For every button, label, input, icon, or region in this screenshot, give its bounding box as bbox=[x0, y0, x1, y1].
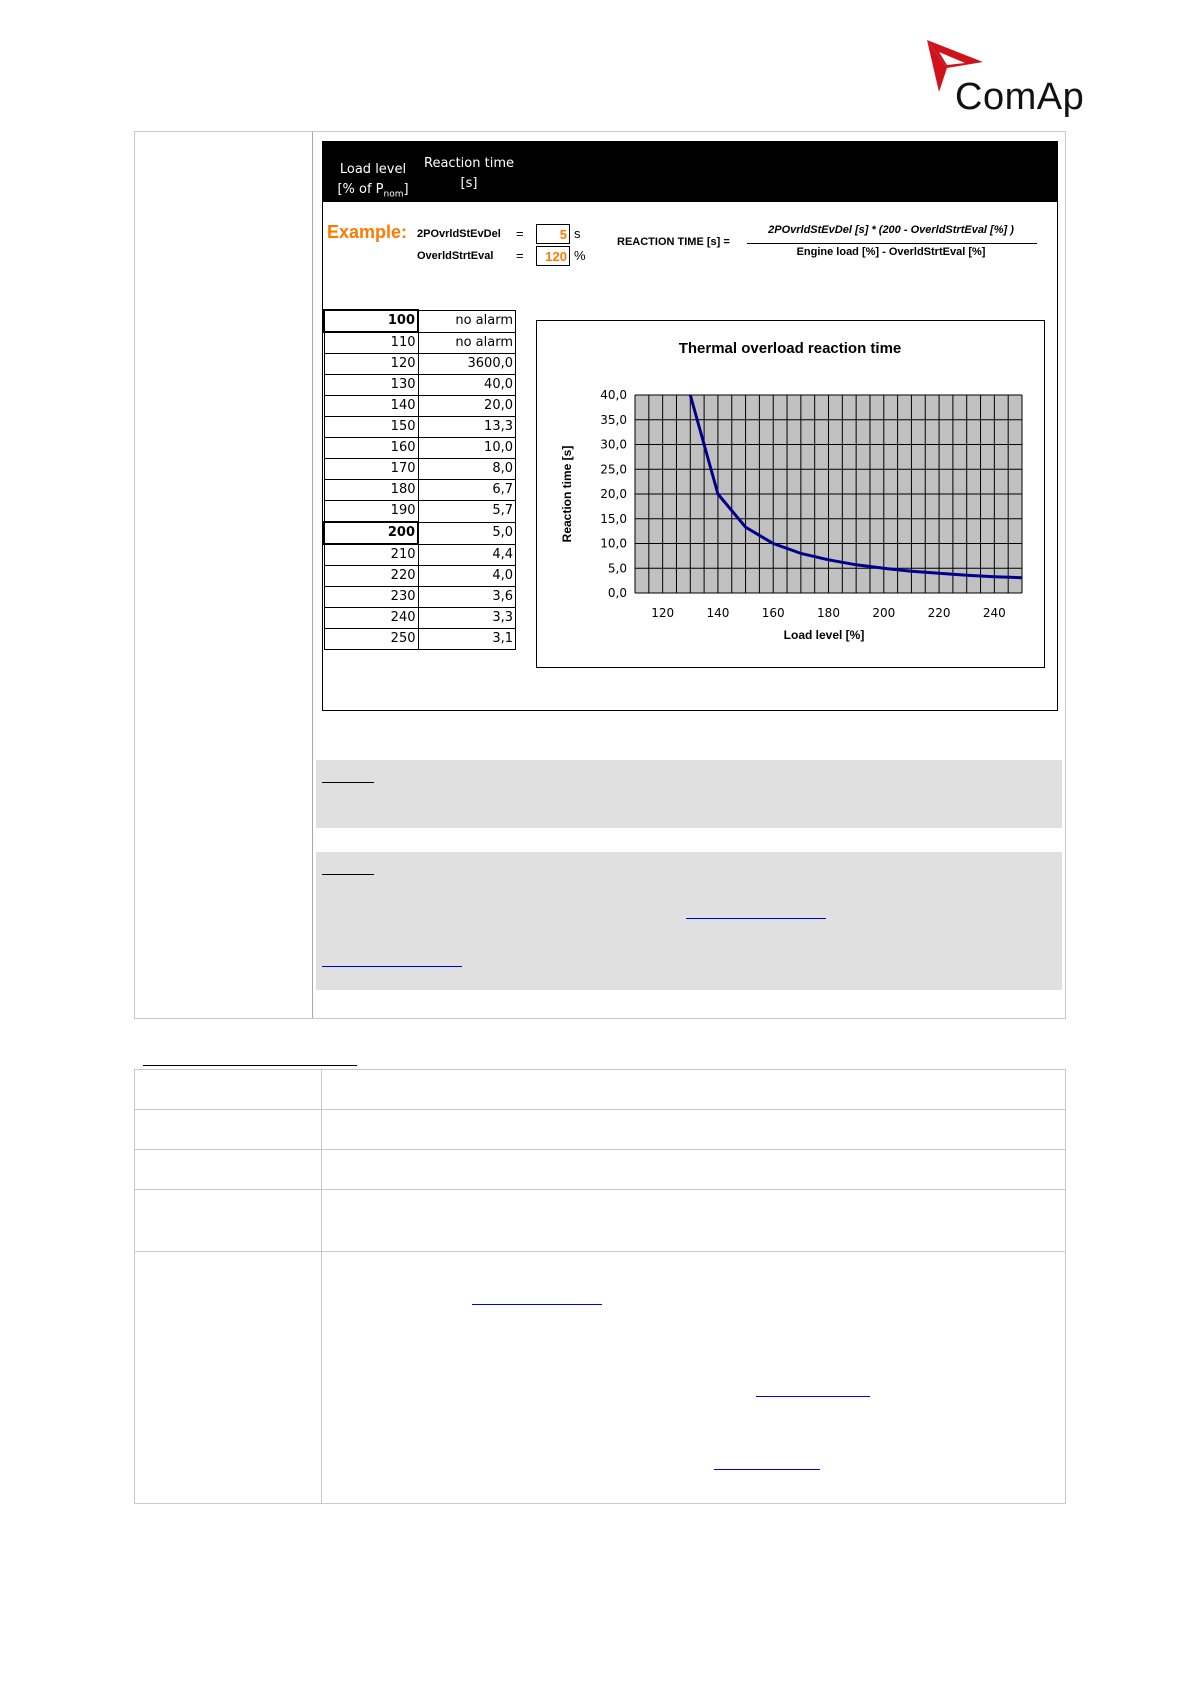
param1-unit: s bbox=[574, 226, 581, 241]
table-row bbox=[324, 354, 516, 375]
description-link-underline[interactable] bbox=[756, 1396, 870, 1397]
load-level-cell: 230 bbox=[324, 587, 418, 608]
x-tick-label: 160 bbox=[761, 606, 785, 620]
description-link-underline[interactable] bbox=[472, 1304, 602, 1305]
param2-name: OverldStrtEval bbox=[417, 250, 494, 262]
param1-eq: = bbox=[516, 226, 524, 241]
table-row bbox=[324, 332, 516, 354]
y-tick-label: 0,0 bbox=[607, 586, 627, 600]
load-level-cell: 240 bbox=[324, 608, 418, 629]
param1-value: 5 bbox=[536, 224, 570, 244]
header-reaction-time bbox=[419, 154, 519, 194]
load-level-cell: 110 bbox=[324, 332, 418, 354]
y-tick-label: 15,0 bbox=[600, 511, 627, 526]
reaction-time-cell: 8,0 bbox=[418, 459, 516, 480]
x-tick-label: 240 bbox=[982, 606, 1006, 620]
load-level-cell: 100 bbox=[324, 310, 418, 332]
reaction-time-cell: 20,0 bbox=[418, 396, 516, 417]
y-tick-label: 35,0 bbox=[600, 412, 627, 427]
reaction-time-cell: 4,4 bbox=[418, 544, 516, 566]
table-row bbox=[324, 310, 516, 332]
x-tick-label: 120 bbox=[651, 606, 675, 620]
load-level-cell: 250 bbox=[324, 629, 418, 650]
y-tick-label: 10,0 bbox=[600, 536, 627, 551]
note-box-2 bbox=[316, 852, 1062, 990]
param1-name: 2POvrldStEvDel bbox=[417, 228, 501, 240]
note-link-underline[interactable] bbox=[686, 918, 826, 919]
load-level-cell: 200 bbox=[324, 522, 418, 544]
load-level-cell: 220 bbox=[324, 566, 418, 587]
reaction-time-cell: 4,0 bbox=[418, 566, 516, 587]
table-cell bbox=[135, 1150, 322, 1190]
load-level-cell: 150 bbox=[324, 417, 418, 438]
header-load-line2: [% of $P_{nom}$] bbox=[337, 182, 409, 200]
formula-label: REACTION TIME [s] = bbox=[617, 236, 730, 248]
note-link-underline[interactable] bbox=[322, 966, 462, 967]
header-reaction-line1: Reaction time bbox=[424, 156, 514, 171]
header-reaction-line2: [s] bbox=[460, 176, 478, 191]
table-row bbox=[324, 608, 516, 629]
load-level-cell: 120 bbox=[324, 354, 418, 375]
comap-logo bbox=[925, 38, 1095, 120]
note-heading-underline bbox=[322, 874, 374, 875]
table-cell bbox=[322, 1190, 1066, 1252]
example-label: Example: bbox=[327, 222, 408, 242]
section-heading-underline bbox=[143, 1065, 357, 1066]
table-cell bbox=[322, 1150, 1066, 1190]
load-level-cell: 180 bbox=[324, 480, 418, 501]
table-cell bbox=[135, 1110, 322, 1150]
x-tick-label: 140 bbox=[706, 606, 730, 620]
x-axis-label: Load level [%] bbox=[783, 628, 865, 642]
y-axis-label: Reaction time [s] bbox=[560, 445, 574, 543]
table-row bbox=[324, 459, 516, 480]
reaction-time-cell: 5,7 bbox=[418, 501, 516, 523]
header-load-level bbox=[333, 160, 413, 205]
reaction-time-chart bbox=[537, 321, 1044, 667]
param2-eq: = bbox=[516, 248, 524, 263]
table-row bbox=[324, 587, 516, 608]
table-row bbox=[135, 1150, 1066, 1190]
table-row bbox=[135, 1070, 1066, 1110]
table-row bbox=[135, 1190, 1066, 1252]
reaction-time-cell: no alarm bbox=[418, 332, 516, 354]
load-level-cell: 160 bbox=[324, 438, 418, 459]
load-level-cell: 140 bbox=[324, 396, 418, 417]
note-heading-underline bbox=[322, 782, 374, 783]
table-cell bbox=[322, 1070, 1066, 1110]
table-row bbox=[324, 417, 516, 438]
reaction-time-cell: 3,1 bbox=[418, 629, 516, 650]
description-link-underline[interactable] bbox=[714, 1469, 820, 1470]
table-row bbox=[324, 501, 516, 523]
table-cell bbox=[135, 1190, 322, 1252]
reaction-time-cell: 3,6 bbox=[418, 587, 516, 608]
chart-container bbox=[536, 320, 1045, 668]
param2-unit: % bbox=[574, 248, 586, 263]
load-level-cell: 170 bbox=[324, 459, 418, 480]
y-tick-label: 20,0 bbox=[600, 487, 627, 501]
y-tick-label: 5,0 bbox=[607, 561, 627, 576]
formula-denominator: Engine load [%] - OverldStrtEval [%] bbox=[796, 246, 986, 258]
x-tick-label: 200 bbox=[872, 606, 896, 620]
y-tick-label: 30,0 bbox=[600, 437, 627, 452]
reaction-time-cell: 10,0 bbox=[418, 438, 516, 459]
chart-title: Thermal overload reaction time bbox=[678, 340, 902, 357]
load-level-cell: 190 bbox=[324, 501, 418, 523]
table-cell bbox=[135, 1252, 322, 1504]
reaction-time-cell: 40,0 bbox=[418, 375, 516, 396]
reaction-time-cell: 6,7 bbox=[418, 480, 516, 501]
setpoint-properties-table bbox=[134, 1069, 1066, 1504]
param2-value: 120 bbox=[536, 246, 570, 266]
sheet-header bbox=[323, 142, 1057, 202]
table-cell bbox=[135, 1070, 322, 1110]
column-divider bbox=[312, 132, 313, 1018]
header-load-line1: Load level bbox=[339, 162, 407, 177]
table-row bbox=[324, 480, 516, 501]
reaction-time-cell: 13,3 bbox=[418, 417, 516, 438]
formula-numerator: 2POvrldStEvDel [s] * (200 - OverldStrtEval [%] ) bbox=[768, 224, 1014, 236]
table-row bbox=[135, 1252, 1066, 1504]
load-level-cell: 130 bbox=[324, 375, 418, 396]
table-row bbox=[135, 1110, 1066, 1150]
formula-fraction-line bbox=[747, 243, 1037, 244]
table-row bbox=[324, 396, 516, 417]
table-row bbox=[324, 438, 516, 459]
table-row bbox=[324, 522, 516, 544]
table-row bbox=[324, 629, 516, 650]
table-row bbox=[324, 544, 516, 566]
reaction-time-cell: no alarm bbox=[418, 310, 516, 332]
reaction-time-cell: 5,0 bbox=[418, 522, 516, 544]
table-row bbox=[324, 566, 516, 587]
description-cell bbox=[322, 1252, 1066, 1504]
table-cell bbox=[322, 1110, 1066, 1150]
table-row bbox=[324, 375, 516, 396]
reaction-time-cell: 3600,0 bbox=[418, 354, 516, 375]
x-tick-label: 220 bbox=[927, 606, 951, 620]
reaction-time-table bbox=[323, 309, 516, 650]
y-tick-label: 25,0 bbox=[600, 462, 627, 477]
load-level-cell: 210 bbox=[324, 544, 418, 566]
logo-text: ComAp bbox=[955, 76, 1085, 118]
x-tick-label: 180 bbox=[817, 606, 840, 620]
thermal-overload-sheet bbox=[322, 141, 1058, 711]
note-box-1 bbox=[316, 760, 1062, 828]
reaction-time-cell: 3,3 bbox=[418, 608, 516, 629]
y-tick-label: 40,0 bbox=[600, 388, 627, 402]
